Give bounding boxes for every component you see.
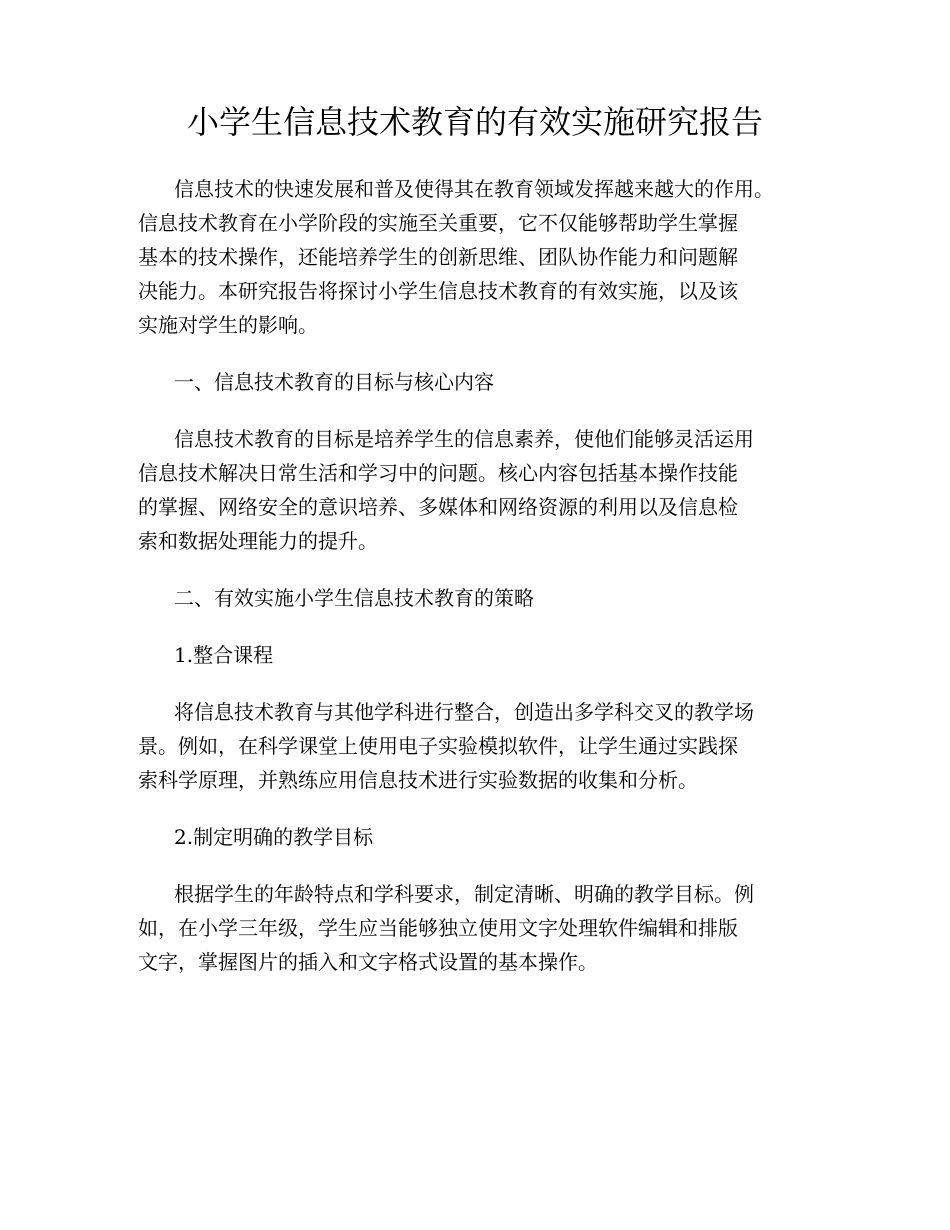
subsection-2-paragraph: [138, 877, 818, 979]
document-title: 小学生信息技术教育的有效实施研究报告: [186, 103, 763, 141]
text-line: 景。例如，在科学课堂上使用电子实验模拟软件，让学生通过实践探: [138, 734, 738, 758]
text-line: 信息技术教育的目标是培养学生的信息素养，使他们能够灵活运用: [174, 427, 754, 451]
text-line: 根据学生的年龄特点和学科要求，制定清晰、明确的教学目标。例: [174, 882, 754, 906]
subheading-2: [138, 820, 818, 854]
section-heading-2: [138, 581, 818, 615]
text-line: 信息技术教育在小学阶段的实施至关重要，它不仅能够帮助学生掌握: [138, 211, 738, 235]
text-line: 文字，掌握图片的插入和文字格式设置的基本操作。: [138, 950, 598, 974]
text-line: 信息技术解决日常生活和学习中的问题。核心内容包括基本操作技能: [138, 461, 738, 485]
document-body: [138, 172, 818, 979]
heading-text: 一、信息技术教育的目标与核心内容: [174, 370, 494, 394]
subheading-1: [138, 638, 818, 672]
section-heading-1: [138, 365, 818, 399]
heading-text: 2.制定明确的教学目标: [174, 825, 374, 849]
section-1-paragraph: [138, 422, 818, 558]
text-line: 决能力。本研究报告将探讨小学生信息技术教育的有效实施，以及该: [138, 279, 738, 303]
heading-text: 二、有效实施小学生信息技术教育的策略: [174, 586, 534, 610]
intro-paragraph: [138, 172, 818, 342]
subsection-1-paragraph: [138, 695, 818, 797]
text-line: 的掌握、网络安全的意识培养、多媒体和网络资源的利用以及信息检: [138, 495, 738, 519]
heading-text: 1.整合课程: [174, 643, 274, 667]
text-line: 将信息技术教育与其他学科进行整合，创造出多学科交叉的教学场: [174, 700, 754, 724]
text-line: 如，在小学三年级，学生应当能够独立使用文字处理软件编辑和排版: [138, 916, 738, 940]
text-line: 索科学原理，并熟练应用信息技术进行实验数据的收集和分析。: [138, 768, 698, 792]
text-line: 实施对学生的影响。: [138, 313, 318, 337]
text-line: 索和数据处理能力的提升。: [138, 529, 378, 553]
text-line: 信息技术的快速发展和普及使得其在教育领域发挥越来越大的作用。: [174, 177, 774, 201]
text-line: 基本的技术操作，还能培养学生的创新思维、团队协作能力和问题解: [138, 245, 738, 269]
